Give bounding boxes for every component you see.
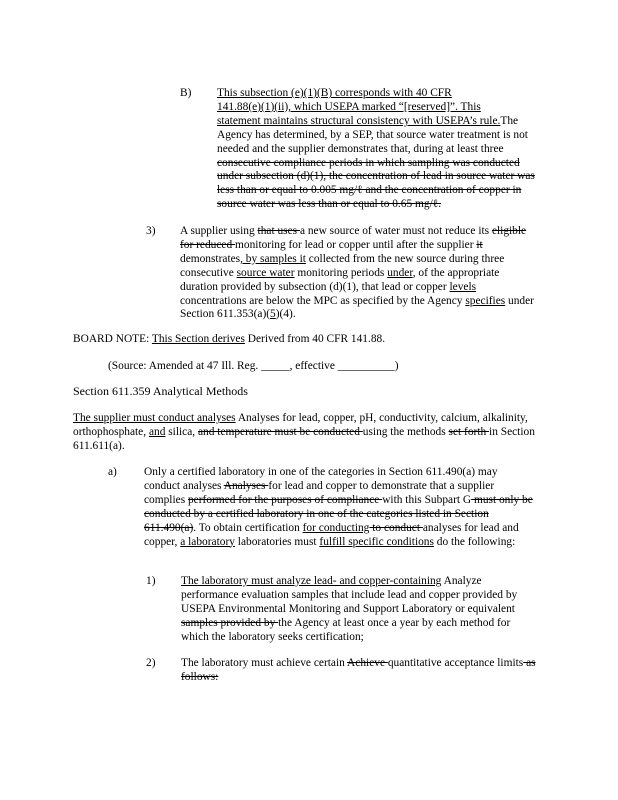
item-b-text <box>217 87 547 212</box>
item-a-text: Only a certified laboratory in one of the categories in Section 611.490(a) may conduct analyses Analyses for lead and copper to demonstrate that a supplier complies performed for the purposes of compliance with this Subpart G must only be conducted by a certified laboratory in one of the categories listed in Section 611.490(a). To obtain certification for conducting to conduct analyses for lead and copper, a laboratory laboratories must fulfill specific conditions do the following: <box>144 466 533 548</box>
item-3-text: A supplier using that uses a new source of water must not reduce its eligible for reduced monitoring for lead or copper until after the supplier it demonstrates, by samples it collected from the new source during three consecutive source water monitoring periods under, of the appropriate duration provided by subsection (d)(1), that lead or copper levels concentrations are below the MPC as specified by the Agency specifies under Section 611.353(a)(5)(4). <box>180 225 534 321</box>
item-b-ins-line-2: 141.88(e)(1)(ii), which USEPA marked “[reserved]”. This <box>217 100 481 113</box>
item-b-ins-line-1: This subsection (e)(1)(B) corresponds with 40 CFR <box>217 87 452 99</box>
source-note: (Source: Amended at 47 Ill. Reg. _____, effective __________) <box>108 360 399 372</box>
section-intro: The supplier must conduct analyses Analyses for lead, copper, pH, conductivity, calcium, alkalinity, orthophosphate, and silica, and temperature must be conducted using the methods set forth in Section 611.611(a). <box>73 412 535 452</box>
board-note: BOARD NOTE: This Section derives Derived from 40 CFR 141.88. <box>73 333 386 345</box>
item-a2-text: The laboratory must achieve certain Achieve quantitative acceptance limits as follows: <box>181 657 536 683</box>
item-3-label: 3) <box>146 225 156 237</box>
item-b-body: The Agency has determined, by a SEP, that source water treatment is not needed and the supplier demonstrates that, during at least three <box>217 114 528 155</box>
item-a1-label: 1) <box>146 575 156 587</box>
item-a1-text: The laboratory must analyze lead- and copper-containing Analyze performance evaluation samples that include lead and copper provided by USEPA Environmental Monitoring and Support Laboratory or equivalent samples provided by the Agency at least once a year by each method for which the laboratory seeks certification; <box>181 575 518 643</box>
section-title: Section 611.359 Analytical Methods <box>73 384 248 398</box>
item-a2-label: 2) <box>146 657 156 669</box>
item-b-inserted-intro <box>217 87 547 212</box>
item-a-label: a) <box>108 466 117 478</box>
item-b-deleted: consecutive compliance periods in which sampling was conducted under subsection (d)(1), the concentration of lead in source water was less than or equal to 0.005 mg/ℓ and the concentration of copper in source water was less than or equal to 0.65 mg/ℓ. <box>217 156 535 211</box>
item-b-ins-line-3: statement maintains structural consistency with USEPA’s rule. <box>217 114 501 127</box>
item-b-label: B) <box>180 87 192 99</box>
